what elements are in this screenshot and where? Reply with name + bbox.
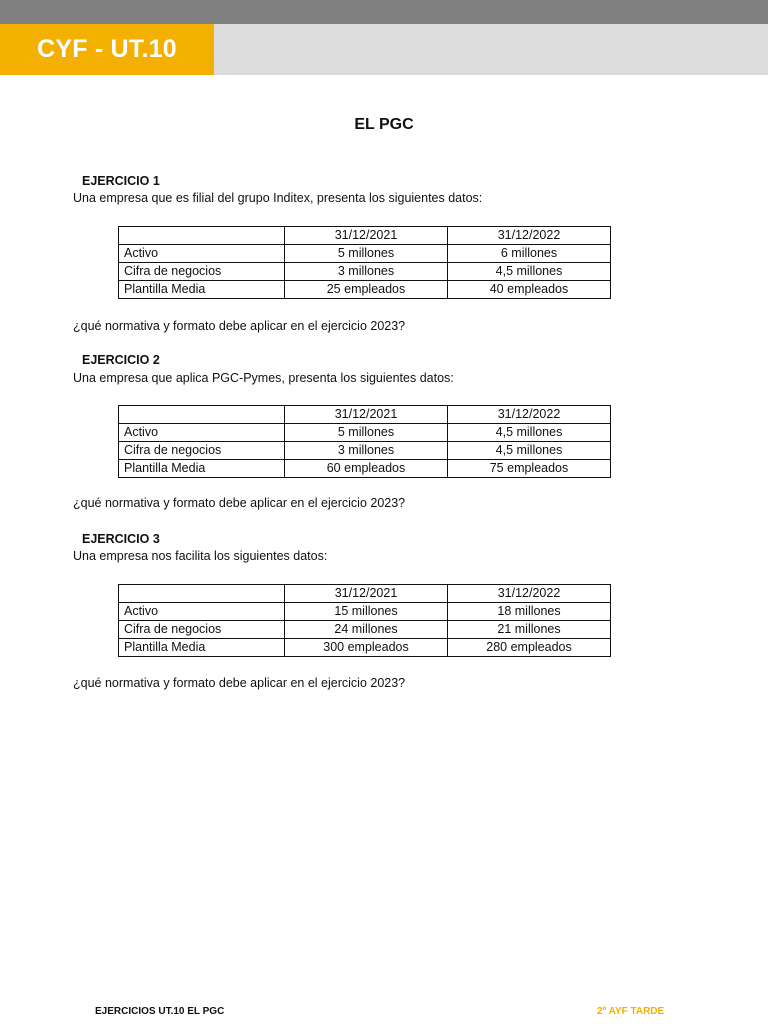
table-cell: 5 millones [285, 245, 448, 263]
table-cell: Cifra de negocios [119, 263, 285, 281]
table-cell: 15 millones [285, 603, 448, 621]
table-row [119, 621, 611, 639]
table-cell: 3 millones [285, 442, 448, 460]
table-row [119, 263, 611, 281]
table-header-cell [119, 585, 285, 603]
table-cell: 300 empleados [285, 639, 448, 657]
exercise-1-table [118, 226, 611, 299]
table-cell: 4,5 millones [448, 263, 611, 281]
table-header-cell [119, 227, 285, 245]
table-row [119, 603, 611, 621]
table-cell: 3 millones [285, 263, 448, 281]
table-header-cell: 31/12/2022 [448, 227, 611, 245]
top-strip [0, 0, 768, 24]
exercise-3-heading: EJERCICIO 3 [82, 532, 160, 546]
table-row [119, 460, 611, 478]
exercise-1-question: ¿qué normativa y formato debe aplicar en el ejercicio 2023? [73, 319, 406, 333]
page-title: EL PGC [354, 116, 414, 133]
table-cell: 24 millones [285, 621, 448, 639]
exercise-2-intro: Una empresa que aplica PGC-Pymes, presenta los siguientes datos: [73, 371, 454, 385]
table-header-row [119, 227, 611, 245]
table-cell: 75 empleados [448, 460, 611, 478]
exercise-2-table [118, 405, 611, 478]
table-header-row [119, 585, 611, 603]
table-row [119, 245, 611, 263]
table-cell: Cifra de negocios [119, 621, 285, 639]
table-row [119, 442, 611, 460]
table-header-cell: 31/12/2022 [448, 406, 611, 424]
table-row [119, 639, 611, 657]
table-row [119, 424, 611, 442]
footer-left-text: EJERCICIOS UT.10 EL PGC [95, 1006, 225, 1017]
exercise-1-intro: Una empresa que es filial del grupo Inditex, presenta los siguientes datos: [73, 191, 483, 205]
table-cell: 4,5 millones [448, 424, 611, 442]
table-cell: Activo [119, 245, 285, 263]
table-cell: Activo [119, 603, 285, 621]
table-cell: 18 millones [448, 603, 611, 621]
table-header-cell: 31/12/2021 [285, 406, 448, 424]
exercise-2-heading: EJERCICIO 2 [82, 353, 160, 367]
table-cell: 40 empleados [448, 281, 611, 299]
exercise-3-question: ¿qué normativa y formato debe aplicar en el ejercicio 2023? [73, 676, 406, 690]
table-cell: Plantilla Media [119, 281, 285, 299]
table-header-row [119, 406, 611, 424]
exercise-1-heading: EJERCICIO 1 [82, 174, 160, 188]
table-row [119, 281, 611, 299]
exercise-3-table [118, 584, 611, 657]
table-cell: Cifra de negocios [119, 442, 285, 460]
table-cell: Plantilla Media [119, 460, 285, 478]
table-header-cell [119, 406, 285, 424]
table-cell: Activo [119, 424, 285, 442]
table-cell: 5 millones [285, 424, 448, 442]
table-cell: 60 empleados [285, 460, 448, 478]
table-cell: 6 millones [448, 245, 611, 263]
table-cell: 280 empleados [448, 639, 611, 657]
exercise-3-intro: Una empresa nos facilita los siguientes datos: [73, 549, 328, 563]
footer-right-text: 2º AYF TARDE [597, 1006, 665, 1017]
table-cell: Plantilla Media [119, 639, 285, 657]
table-header-cell: 31/12/2022 [448, 585, 611, 603]
table-cell: 25 empleados [285, 281, 448, 299]
table-header-cell: 31/12/2021 [285, 585, 448, 603]
header-badge: CYF - UT.10 [0, 24, 214, 75]
table-header-cell: 31/12/2021 [285, 227, 448, 245]
exercise-2-question: ¿qué normativa y formato debe aplicar en el ejercicio 2023? [73, 496, 406, 510]
table-cell: 4,5 millones [448, 442, 611, 460]
table-cell: 21 millones [448, 621, 611, 639]
